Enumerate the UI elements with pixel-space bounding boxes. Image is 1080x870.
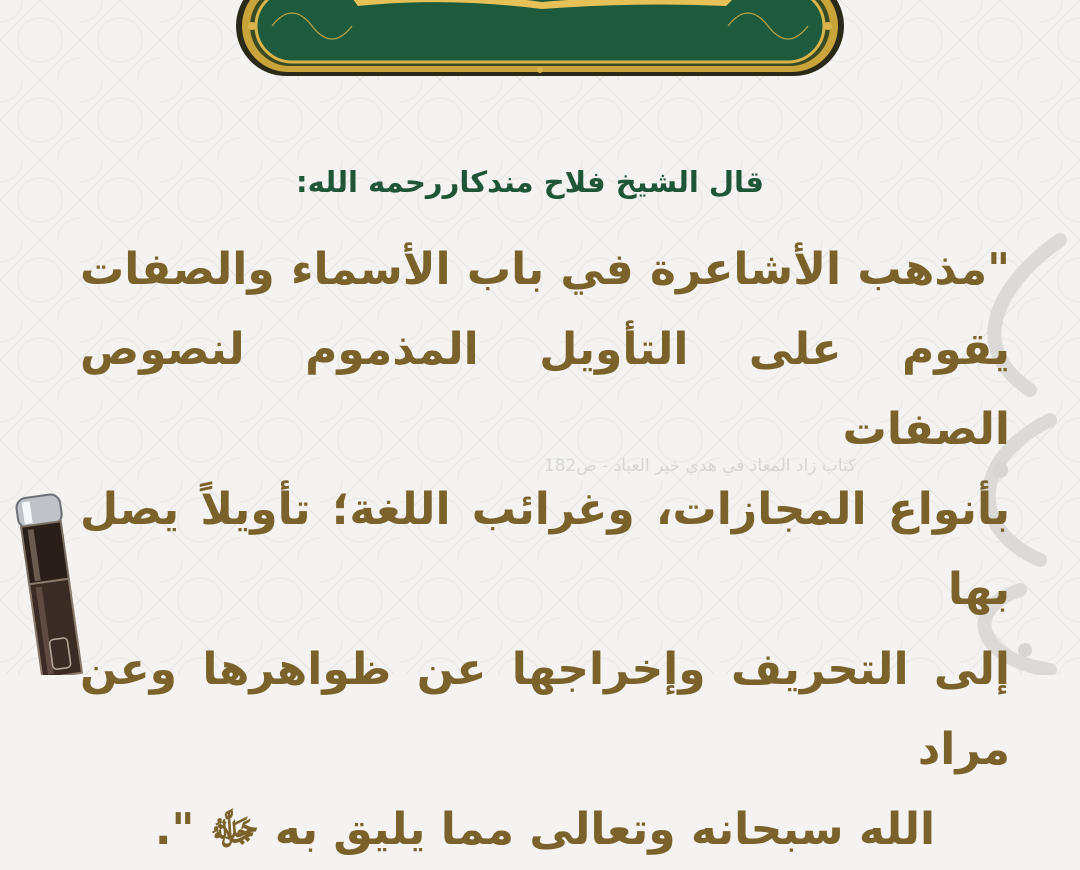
quote-text bbox=[80, 230, 1010, 870]
quote-line: بأنواع المجازات، وغرائب اللغة؛ تأويلاً يصل بها bbox=[80, 484, 1010, 615]
source-watermark: كتاب زاد المعاد في هدي خير العباد - ص182 bbox=[543, 456, 857, 476]
quote-line: الله سبحانه وتعالى مما يليق به ﷻ ". bbox=[154, 804, 936, 855]
quote-line: يقوم على التأويل المذموم لنصوص الصفات bbox=[80, 324, 1010, 455]
ornamental-banner bbox=[232, 0, 848, 82]
intro-heading: قال الشيخ فلاح مندكاررحمه الله: bbox=[296, 165, 764, 199]
quote-line: "مذهب الأشاعرة في باب الأسماء والصفات bbox=[80, 244, 1010, 295]
quote-line: إلى التحريف وإخراجها عن ظواهرها وعن مراد bbox=[80, 644, 1010, 775]
